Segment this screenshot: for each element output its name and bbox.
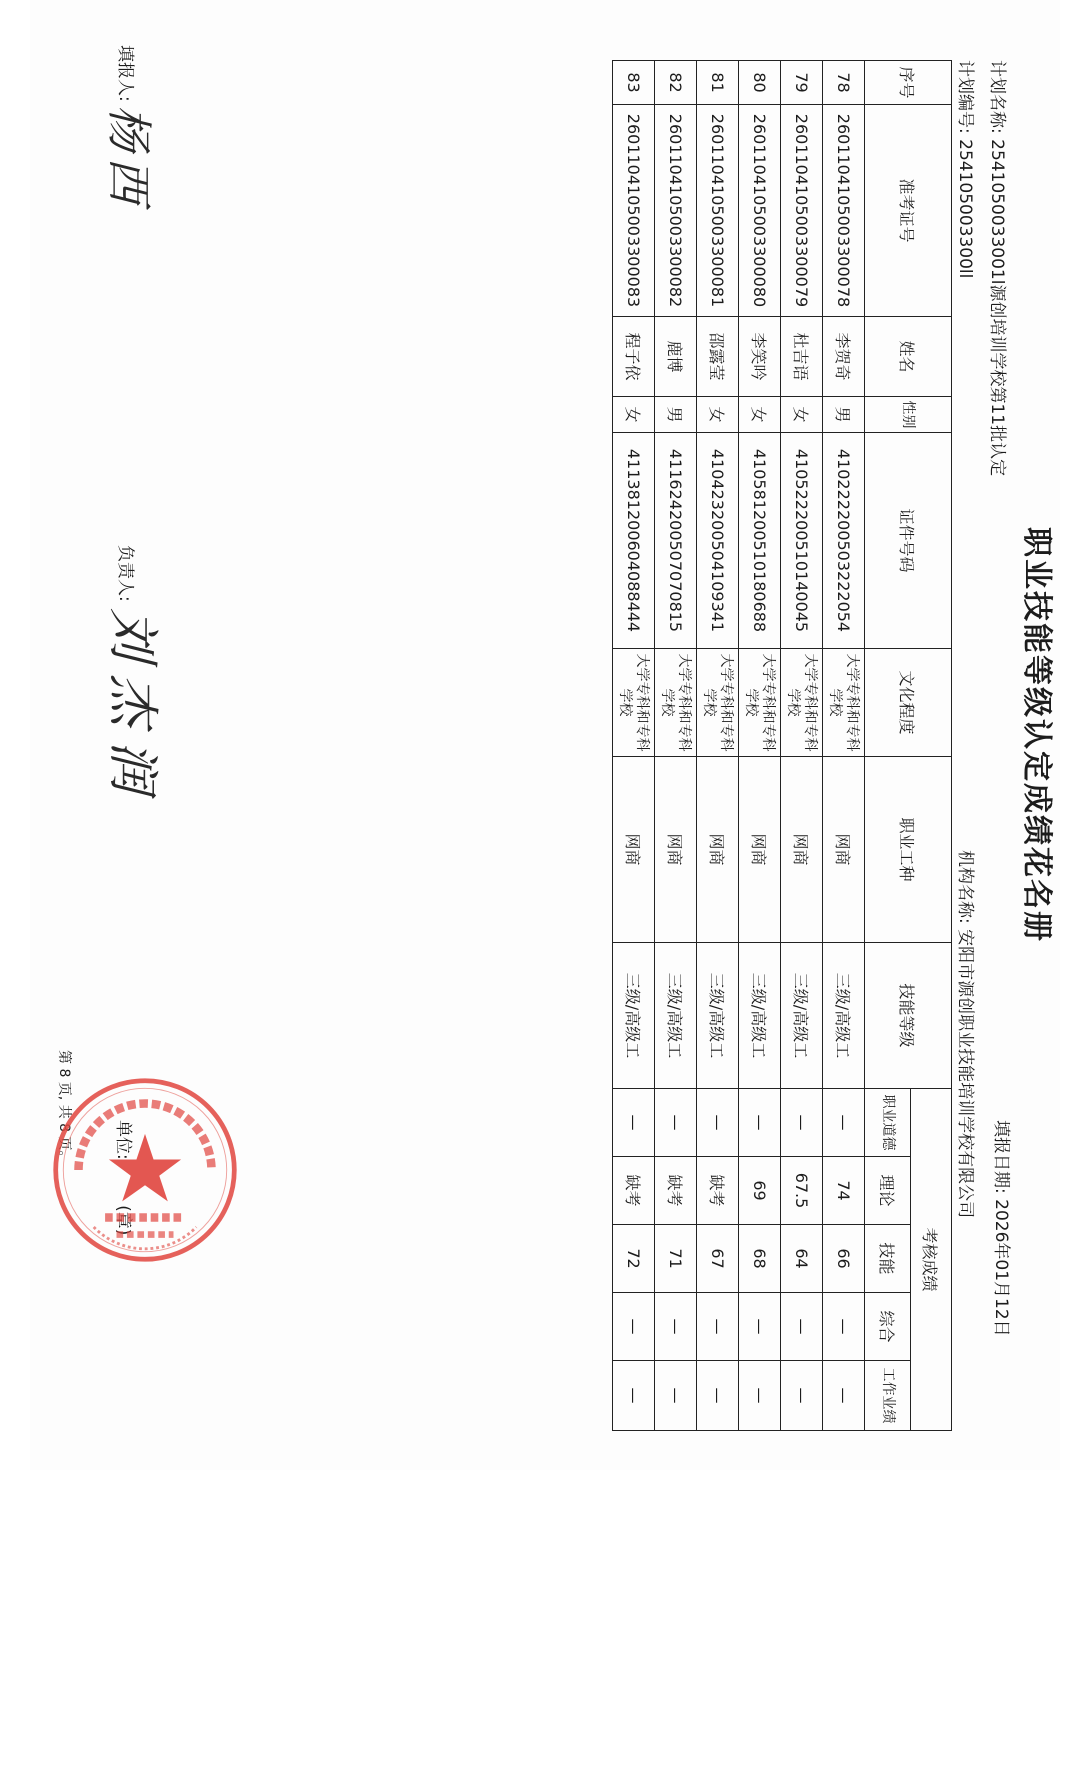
header-level: 技能等级 <box>865 943 952 1089</box>
cell-level: 三级/高级工 <box>655 943 697 1089</box>
cell-ethics: — <box>613 1089 655 1157</box>
cell-ticket: 2601104105003300081 <box>697 105 739 317</box>
plan-name: 2541050033001l源创培训学校第11批认定 <box>987 139 1007 477</box>
date-label: 填报日期: <box>991 1120 1011 1194</box>
cell-comprehensive: — <box>739 1293 781 1361</box>
cell-work: — <box>613 1361 655 1431</box>
cell-skill: 66 <box>823 1225 865 1293</box>
plan-no-line <box>955 60 980 278</box>
cell-edu: 大学专科和专科学校 <box>613 649 655 757</box>
plan-no: 254105003300ll <box>955 139 975 279</box>
cell-gender: 女 <box>739 397 781 433</box>
cell-name: 邵露莹 <box>697 317 739 397</box>
cell-name: 李贺奇 <box>823 317 865 397</box>
cell-edu: 大学专科和专科学校 <box>823 649 865 757</box>
cell-seq: 82 <box>655 61 697 105</box>
page-info: 第 8 页, 共 8 页。 <box>56 1050 72 1165</box>
unit-label: 单位: <box>113 1120 133 1160</box>
cell-occupation: 网商 <box>739 757 781 943</box>
cell-theory: 67.5 <box>781 1157 823 1225</box>
cell-occupation: 网商 <box>823 757 865 943</box>
responsible-label: 负责人: <box>115 545 135 602</box>
cell-theory: 缺考 <box>613 1157 655 1225</box>
results-table <box>612 60 952 1431</box>
cell-id: 410222200503222054 <box>823 433 865 649</box>
filler-label: 填报人: <box>115 45 135 102</box>
cell-ethics: — <box>781 1089 823 1157</box>
cell-ethics: — <box>739 1089 781 1157</box>
cell-comprehensive: — <box>823 1293 865 1361</box>
cell-theory: 69 <box>739 1157 781 1225</box>
rotated-page <box>30 0 1060 1470</box>
header-skill: 技能 <box>865 1225 911 1293</box>
cell-id: 411381200604088444 <box>613 433 655 649</box>
cell-ethics: — <box>697 1089 739 1157</box>
cell-ethics: — <box>655 1089 697 1157</box>
plan-no-label: 计划编号: <box>955 60 975 134</box>
cell-comprehensive: — <box>655 1293 697 1361</box>
table-row <box>739 61 781 1431</box>
cell-seq: 83 <box>613 61 655 105</box>
date-line <box>991 1120 1016 1337</box>
header-work: 工作业绩 <box>865 1361 911 1431</box>
page-title: 职业技能等级认定成绩花名册 <box>1019 527 1054 943</box>
cell-gender: 女 <box>613 397 655 433</box>
header-occupation: 职业工种 <box>865 757 952 943</box>
table-row <box>697 61 739 1431</box>
header-id: 证件号码 <box>865 433 952 649</box>
cell-comprehensive: — <box>781 1293 823 1361</box>
cell-occupation: 网商 <box>613 757 655 943</box>
cell-level: 三级/高级工 <box>613 943 655 1089</box>
table-row <box>823 61 865 1431</box>
header-ethics: 职业道德 <box>865 1089 911 1157</box>
cell-seq: 81 <box>697 61 739 105</box>
cell-work: — <box>823 1361 865 1431</box>
cell-edu: 大学专科和专科学校 <box>739 649 781 757</box>
header-name: 姓名 <box>865 317 952 397</box>
cell-id: 410522200510140045 <box>781 433 823 649</box>
cell-work: — <box>781 1361 823 1431</box>
cell-gender: 女 <box>781 397 823 433</box>
cell-ticket: 2601104105003300079 <box>781 105 823 317</box>
cell-gender: 男 <box>655 397 697 433</box>
cell-theory: 缺考 <box>655 1157 697 1225</box>
plan-name-line <box>987 60 1012 476</box>
cell-theory: 缺考 <box>697 1157 739 1225</box>
cell-skill: 71 <box>655 1225 697 1293</box>
cell-occupation: 网商 <box>781 757 823 943</box>
cell-skill: 67 <box>697 1225 739 1293</box>
cell-id: 410423200504109341 <box>697 433 739 649</box>
table-row <box>655 61 697 1431</box>
cell-ticket: 2601104105003300083 <box>613 105 655 317</box>
header-gender: 性别 <box>865 397 952 433</box>
table-row <box>613 61 655 1431</box>
scanned-sheet <box>30 0 1060 1470</box>
report-date: 2026年01月12日 <box>991 1199 1011 1337</box>
cell-ticket: 2601104105003300082 <box>655 105 697 317</box>
cell-work: — <box>655 1361 697 1431</box>
org-line <box>955 850 980 1218</box>
cell-seq: 78 <box>823 61 865 105</box>
cell-id: 411624200507070815 <box>655 433 697 649</box>
org-name: 安阳市源创职业技能培训学校有限公司 <box>955 929 975 1219</box>
cell-skill: 72 <box>613 1225 655 1293</box>
cell-level: 三级/高级工 <box>823 943 865 1089</box>
plan-name-label: 计划名称: <box>987 60 1007 134</box>
cell-seq: 79 <box>781 61 823 105</box>
cell-occupation: 网商 <box>697 757 739 943</box>
cell-ticket: 2601104105003300080 <box>739 105 781 317</box>
org-label: 机构名称: <box>955 850 975 924</box>
header-scores: 考核成绩 <box>911 1089 952 1431</box>
header-ticket: 准考证号 <box>865 105 952 317</box>
header-seq: 序号 <box>865 61 952 105</box>
cell-skill: 64 <box>781 1225 823 1293</box>
cell-name: 杜吉语 <box>781 317 823 397</box>
cell-comprehensive: — <box>697 1293 739 1361</box>
responsible-signature: 刘杰润 <box>102 608 162 807</box>
header-edu: 文化程度 <box>865 649 952 757</box>
cell-edu: 大学专科和专科学校 <box>655 649 697 757</box>
cell-id: 410581200510180688 <box>739 433 781 649</box>
cell-level: 三级/高级工 <box>781 943 823 1089</box>
cell-work: — <box>697 1361 739 1431</box>
cell-level: 三级/高级工 <box>739 943 781 1089</box>
cell-name: 程子依 <box>613 317 655 397</box>
cell-name: 李笑吟 <box>739 317 781 397</box>
header-comprehensive: 综合 <box>865 1293 911 1361</box>
cell-edu: 大学专科和专科学校 <box>697 649 739 757</box>
cell-gender: 男 <box>823 397 865 433</box>
cell-seq: 80 <box>739 61 781 105</box>
official-seal-stamp <box>50 1075 240 1265</box>
cell-work: — <box>739 1361 781 1431</box>
table-row <box>781 61 823 1431</box>
cell-ethics: — <box>823 1089 865 1157</box>
cell-occupation: 网商 <box>655 757 697 943</box>
cell-name: 鹿博 <box>655 317 697 397</box>
cell-skill: 68 <box>739 1225 781 1293</box>
cell-level: 三级/高级工 <box>697 943 739 1089</box>
header-theory: 理论 <box>865 1157 911 1225</box>
cell-edu: 大学专科和专科学校 <box>781 649 823 757</box>
cell-gender: 女 <box>697 397 739 433</box>
cell-theory: 74 <box>823 1157 865 1225</box>
cell-comprehensive: — <box>613 1293 655 1361</box>
unit-seal-mark: (章) <box>113 1205 133 1236</box>
cell-ticket: 2601104105003300078 <box>823 105 865 317</box>
filler-signature: 杨西 <box>102 105 156 209</box>
